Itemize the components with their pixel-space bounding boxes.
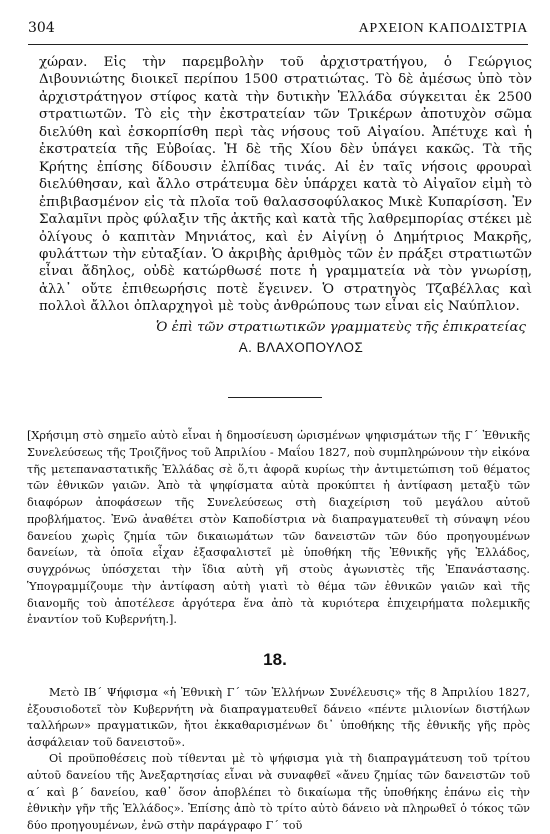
editorial-note xyxy=(27,428,530,629)
body-paragraph: Μετὸ ΙΒ΄ Ψήφισμα «ἡ Ἐθνικὴ Γ΄ τῶν Ἑλλήνων Συνέλευσις» τῆς 8 Ἀπριλίου 1827, ἐξουσιοδοτεῖ τὸν Κυβερνήτη νὰ διαπραγματευθεῖ δάνειο «πέντε μιλιονίων διστήλων ταλλήρων» πραγματικῶν, ἤτοι ἐκκαθαρισμένων δι᾽ ὑποθήκης τῆς ἐθνικῆς γῆς πρὸς ἀσφάλειαν τοῦ δανειστοῦ». xyxy=(27,686,530,749)
page-number: 304 xyxy=(28,20,55,36)
header-rule xyxy=(28,44,528,45)
signature-name: Α. ΒΛΑΧΟΠΟΥΛΟΣ xyxy=(238,340,364,355)
signature-title: Ὁ ἐπὶ τῶν στρατιωτικῶν γραμματεὺς τῆς ἐπικρατείας xyxy=(155,320,526,335)
letter-paragraph: χώραν. Εἰς τὴν παρεμβολὴν τοῦ ἀρχιστρατήγου, ὁ Γεώργιος Διβουνιώτης διοικεῖ περίπου 1500 στρατιώτας. Τὸ δὲ ἀμέσως ὑπὸ τὸν ἀρχιστράτηγον στίφος κατὰ τὴν δυτικὴν Ἑλλάδα σύγκειται ἐκ 2500 στρατιωτῶν. Τὸ εἰς τὴν ἐκστρατείαν τῶν Τρικέρων ἀποτυχὸν σῶμα διελύθη καὶ ἐσκορπίσθη περὶ τὰς νήσους τοῦ Αἰγαίου. Ἀπέτυχε καὶ ἡ ἐκστρατεία τῆς Εὐβοίας. Ἡ δὲ τῆς Χίου δὲν ὑπάγει κακῶς. Τὰ τῆς Κρήτης ἐπίσης δίδουσιν ἐλπίδας τινάς. Αἱ ἐν ταῖς νήσοις φρουραὶ διελύθησαν, καὶ ἄλλο στράτευμα δὲν ὑπάρχει κατὰ τὸ Αἰγαῖον εἰμὴ τὸ ἐπιβιβασμένον εἰς τὰ πλοῖα τοῦ θαλασσοφύλακος Μικὲ Κυπαρίσση. Ἐν Σαλαμῖνι πρὸς φύλαξιν τῆς ἀκτῆς καὶ κατὰ τῆς λαθρεμπορίας στέκει μὲ ὀλίγους ὁ καπιτὰν Μηνιάτος, καὶ ἐν Αἰγίνῃ ὁ Δημήτριος Μακρῆς, φυλάττων τὴν εὐταξίαν. Ὁ ἀκριβὴς ἀριθμὸς τῶν ἐν πράξει στρατιωτῶν εἶναι ἄδηλος, οὐδὲ κατώρθωσέ ποτε ἡ γραμματεία νὰ τὸν γνωρίσῃ, ἀλλ᾽ οὔτε ἐπιθεωρήσις ποτὲ ἔγεινεν. Ὁ στρατηγὸς Τζαβέλλας καὶ πολλοὶ ἄλλοι ὀπλαρχηγοὶ μὲ τοὺς ἀνθρώπους των εἶναι εἰς Ναύπλιον. xyxy=(39,55,532,315)
running-head xyxy=(28,20,528,42)
document-body xyxy=(27,685,530,834)
editorial-note-text: [Χρήσιμη στὸ σημεῖο αὐτὸ εἶναι ἡ δημοσίευση ὡρισμένων ψηφισμάτων τῆς Γ΄ Ἐθνικῆς Συνελεύσεως τῆς Τροιζῆνος τοῦ Ἀπριλίου - Μαΐου 1827, ποὺ συμπληρώνουν τὴν εἰκόνα τῆς μετεπαναστατικῆς Ἑλλάδας σὲ ὅ,τι ἀφορᾶ κυρίως τὴν ἀντιμετώπιση τοῦ θέματος τῶν ἐθνικῶν γαιῶν. Ἀπὸ τὰ ψηφίσματα αὐτὰ προκύπτει ἡ ἀντίφαση μεταξὺ τῶν διαφόρων ἀποφάσεων τῆς Συνελεύσεως στὴ διαχείριση τοῦ μεγάλου αὐτοῦ προβλήματος. Ἐνῶ ἀναθέτει στὸν Καποδίστρια νὰ διαπραγματευθεῖ τὴ σύναψη νέου δανείου χωρὶς ζημία τῶν δικαιωμάτων τῶν δανειστῶν τῶν δύο προηγουμένων δανείων, τὰ ὁποῖα εἶχαν ἐξασφαλιστεῖ μὲ ὑποθήκη τῆς Ἐθνικῆς γῆς Ἑλλάδος, συγχρόνως ὑπόσχεται τὴν ἴδια αὐτὴ γῆ στοὺς ἀγωνιστὲς τῆς Ἐπανάστασης. Ὑπογραμμίζουμε τὴν ἀντίφαση αὐτὴ γιατὶ τὸ θέμα τῶν ἐθνικῶν γαιῶν καὶ τῆς διανομῆς τοὺ ἀποτέλεσε ἀργότερα ἕνα ἀπὸ τὰ κυριότερα ἐπιχειρήματα πολεμικῆς ἐναντίον τοῦ Κυβερνήτη.]. xyxy=(27,429,530,627)
letter-body xyxy=(39,54,532,316)
section-divider xyxy=(228,397,322,398)
running-title: ΑΡΧΕΙΟΝ ΚΑΠΟΔΙΣΤΡΙΑ xyxy=(358,21,528,36)
document-number: 18. xyxy=(263,650,287,669)
body-paragraph: Οἱ προϋποθέσεις ποὺ τίθενται μὲ τὸ ψήφισμα γιὰ τὴ διαπραγμάτευση τοῦ τρίτου αὐτοῦ δανείου τῆς Ἀνεξαρτησίας εἶναι νὰ συναφθεῖ «ἄνευ ζημίας τῶν δανειστῶν τοῦ α΄ καὶ β΄ δανείου, καθ᾽ ὅσον ἀποβλέπει τὸ δικαίωμα τῆς ὑποθήκης ἐπάνω εἰς τὴν ἐθνικὴν γῆν τῆς Ἑλλάδος». Ἐπίσης ἀπὸ τὸ τρίτο αὐτὸ δάνειο νὰ πληρωθεῖ ὁ τόκος τῶν δύο προηγουμένων, ἐνῶ στὴν παράγραφο Γ΄ τοῦ xyxy=(27,752,530,832)
